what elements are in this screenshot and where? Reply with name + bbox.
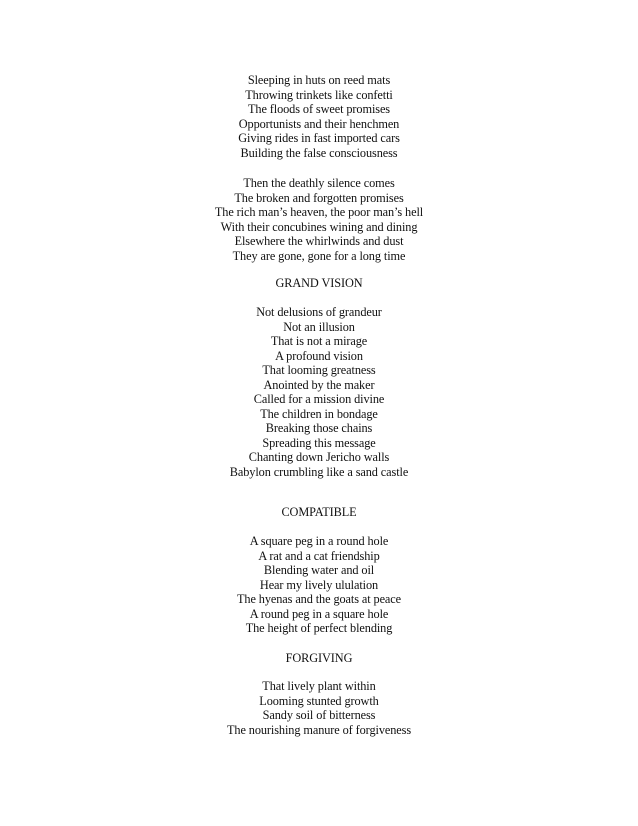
poem-line: A rat and a cat friendship bbox=[258, 548, 380, 563]
poem-line: Then the deathly silence comes bbox=[243, 176, 395, 190]
poem-line: Giving rides in fast imported cars bbox=[238, 131, 400, 145]
poem-line: Called for a mission divine bbox=[253, 392, 385, 406]
poem-line: That looming greatness bbox=[262, 363, 376, 377]
poem-line: A square peg in a round hole bbox=[249, 534, 389, 548]
poem-line: Looming stunted growth bbox=[259, 693, 379, 708]
poem-title: GRAND VISION bbox=[275, 276, 363, 290]
poem-line: Building the false consciousness bbox=[240, 145, 398, 160]
stanza-1 bbox=[0, 73, 638, 160]
poem-line: They are gone, gone for a long time bbox=[232, 248, 406, 263]
poem-line: Babylon crumbling like a sand castle bbox=[229, 464, 409, 479]
poem-line: A profound vision bbox=[275, 348, 363, 363]
poem-body-grand-vision bbox=[0, 305, 638, 479]
poem-line: The hyenas and the goats at peace bbox=[237, 592, 401, 606]
poem-line: Breaking those chains bbox=[265, 421, 373, 435]
poem-line: Anointed by the maker bbox=[263, 377, 375, 392]
poem-line: The nourishing manure of forgiveness bbox=[227, 722, 411, 737]
poem-line: Elsewhere the whirlwinds and dust bbox=[234, 234, 404, 248]
poem-title: FORGIVING bbox=[285, 651, 353, 665]
poem-title: COMPATIBLE bbox=[281, 505, 357, 519]
poem-body-compatible bbox=[0, 534, 638, 636]
poem-line: Sleeping in huts on reed mats bbox=[247, 73, 391, 87]
poem-title-compatible bbox=[0, 505, 638, 520]
poem-line: The floods of sweet promises bbox=[247, 102, 390, 116]
poem-line: Sandy soil of bitterness bbox=[262, 708, 376, 722]
poem-line: The children in bondage bbox=[260, 406, 378, 421]
poem-line: The rich man’s heaven, the poor man’s hell bbox=[214, 205, 424, 219]
poem-line: Chanting down Jericho walls bbox=[248, 450, 390, 464]
poem-title-grand-vision bbox=[0, 276, 638, 291]
poem-line: Blending water and oil bbox=[263, 563, 375, 577]
poem-line: That lively plant within bbox=[262, 679, 376, 693]
poem-line: The height of perfect blending bbox=[245, 621, 393, 635]
stanza-2 bbox=[0, 176, 638, 263]
poem-line: With their concubines wining and dining bbox=[220, 219, 418, 234]
poem-line: Not delusions of grandeur bbox=[256, 305, 382, 319]
poem-line: Throwing trinkets like confetti bbox=[245, 87, 393, 102]
poem-line: The broken and forgotten promises bbox=[234, 190, 404, 205]
poem-line: Hear my lively ululation bbox=[259, 577, 379, 592]
poem-line: A round peg in a square hole bbox=[249, 606, 389, 621]
poem-line: That is not a mirage bbox=[270, 334, 368, 348]
poem-body-forgiving bbox=[0, 679, 638, 737]
poem-line: Not an illusion bbox=[283, 319, 355, 334]
poem-line: Opportunists and their henchmen bbox=[238, 116, 400, 131]
poem-line: Spreading this message bbox=[262, 435, 376, 450]
poem-title-forgiving bbox=[0, 651, 638, 666]
